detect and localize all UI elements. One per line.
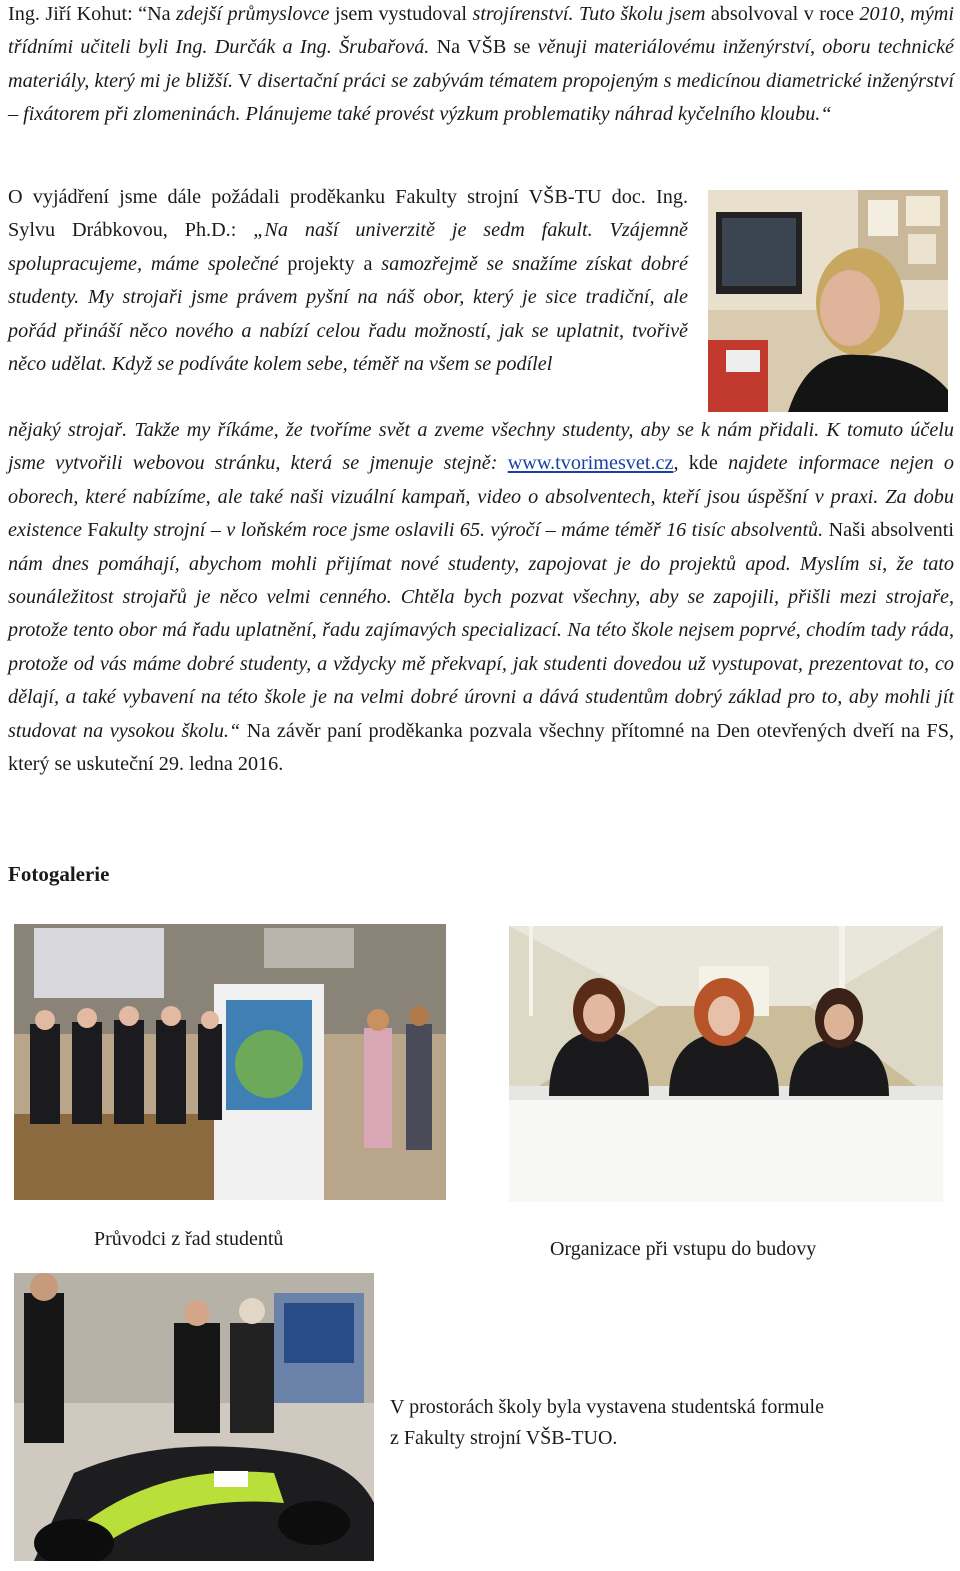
text-run: Ing. Jiří Kohut: “Na [8, 3, 177, 25]
text-run: akulty strojní – v [98, 519, 241, 542]
text-run: „Na naší univerzitě je sedm fakult. Vzájemně spolupracujeme, máme společné [8, 219, 689, 275]
photo-entrance-organization [509, 926, 943, 1202]
text-run: loňském roce jsme oslavili 65. výročí – máme téměř 16 tisíc absolventů. [240, 519, 824, 542]
photo-student-formula [14, 1273, 374, 1561]
caption-student-guides: Průvodci z řad studentů [94, 1228, 284, 1250]
text-run: najdete informace nejen o oborech, které nabízíme, ale také naši vizuální kampaň, video o absolventech, kteří jsou úspěšní v praxi. Za dobu existence [8, 452, 954, 542]
caption-entrance-organization: Organizace při vstupu do budovy [550, 1238, 817, 1260]
text-run: nějaký strojař. Takže my říkáme, že tvoříme svět a zveme všechny studenty, aby se k nám přidali. K tomuto účelu jsme vytvořili webovou stránku, která se jmenuje stejně: [8, 419, 954, 475]
gallery-heading: Fotogalerie [8, 862, 110, 886]
photo-student-guides [14, 924, 446, 1200]
text-run: absolvoval v roce [705, 3, 860, 25]
text-run: 2010, mými třídními učiteli byli Ing. Durčák a Ing. Šrubařová. [8, 3, 954, 59]
text-run: nám dnes pomáhají, abychom mohli přijímat nové studenty, zapojovat je do projektů apod. Myslím si, že tato sounáležitost strojařů je něco velmi cenného. Chtěla bych pozvat všechny, aby se zapojili, přišli mezi strojaře, protože tento obor má řadu uplatnění, řadu zajímavých specializací. Na této škole nejsem poprvé, chodím tady ráda, protože od vás máme dobré studenty, a vždycky mě překvapí, jak studenti dovedou už vystupovat, prezentovat to, co dělají, a také vybavení na této škole je na velmi dobré úrovni a dává studentům dobrý základ pro to, aby mohli jít studovat na vysokou školu.“ [8, 552, 954, 742]
website-link[interactable]: www.tvorimesvet.cz [507, 452, 674, 475]
text-run: O vyjádření jsme dále požádali proděkanku Fakulty strojní VŠB-TU doc. Ing. Sylvu Drábkovou, Ph.D.: [8, 186, 688, 242]
vicedean-paragraph-start [8, 181, 688, 381]
intro-paragraph [8, 0, 954, 132]
text-run: Na závěr paní proděkanka pozvala všechny přítomné na Den otevřených dveří na FS, který se uskuteční 29. ledna 2016. [8, 719, 954, 776]
caption-formula-line2: z Fakulty strojní VŠB-TUO. [390, 1427, 618, 1449]
vicedean-photo [708, 190, 948, 412]
vicedean-paragraph-continued [8, 414, 954, 781]
text-run: disertační práci se zabývám tématem propojeným s medicínou diametrické inženýrství – fixátorem při zlomeninách. Plánujeme také provést výzkum problematiky náhrad kyčelního kloubu.“ [8, 69, 954, 126]
text-run: projekty a [287, 252, 382, 275]
text-run: , kde [673, 452, 729, 475]
caption-student-formula [390, 1392, 824, 1454]
text-run: jsem vystudoval [329, 3, 473, 25]
text-run: zdejší průmyslovce [176, 3, 330, 25]
text-run: věnuji materiálovému inženýrství, oboru technické materiály, který mi je bližší. [8, 36, 954, 92]
text-run: F [87, 519, 99, 542]
text-run: samozřejmě se snažíme získat dobré studenty. My strojaři jsme právem pyšní na náš obor, který je sice tradiční, ale pořád přináší něco nového a nabízí celou řadu možností, jak se uplatnit, tvořivě něco udělat. Když se podíváte kolem sebe, téměř na všem se podílel [8, 252, 688, 376]
caption-formula-line1: V prostorách školy byla vystavena studentská formule [390, 1396, 824, 1418]
text-run: Naši [823, 519, 872, 542]
text-run: V [233, 69, 258, 92]
text-run: Na VŠB se [429, 36, 538, 59]
text-run: strojírenství. Tuto školu jsem [472, 3, 706, 25]
text-run: absolventi [871, 519, 954, 542]
